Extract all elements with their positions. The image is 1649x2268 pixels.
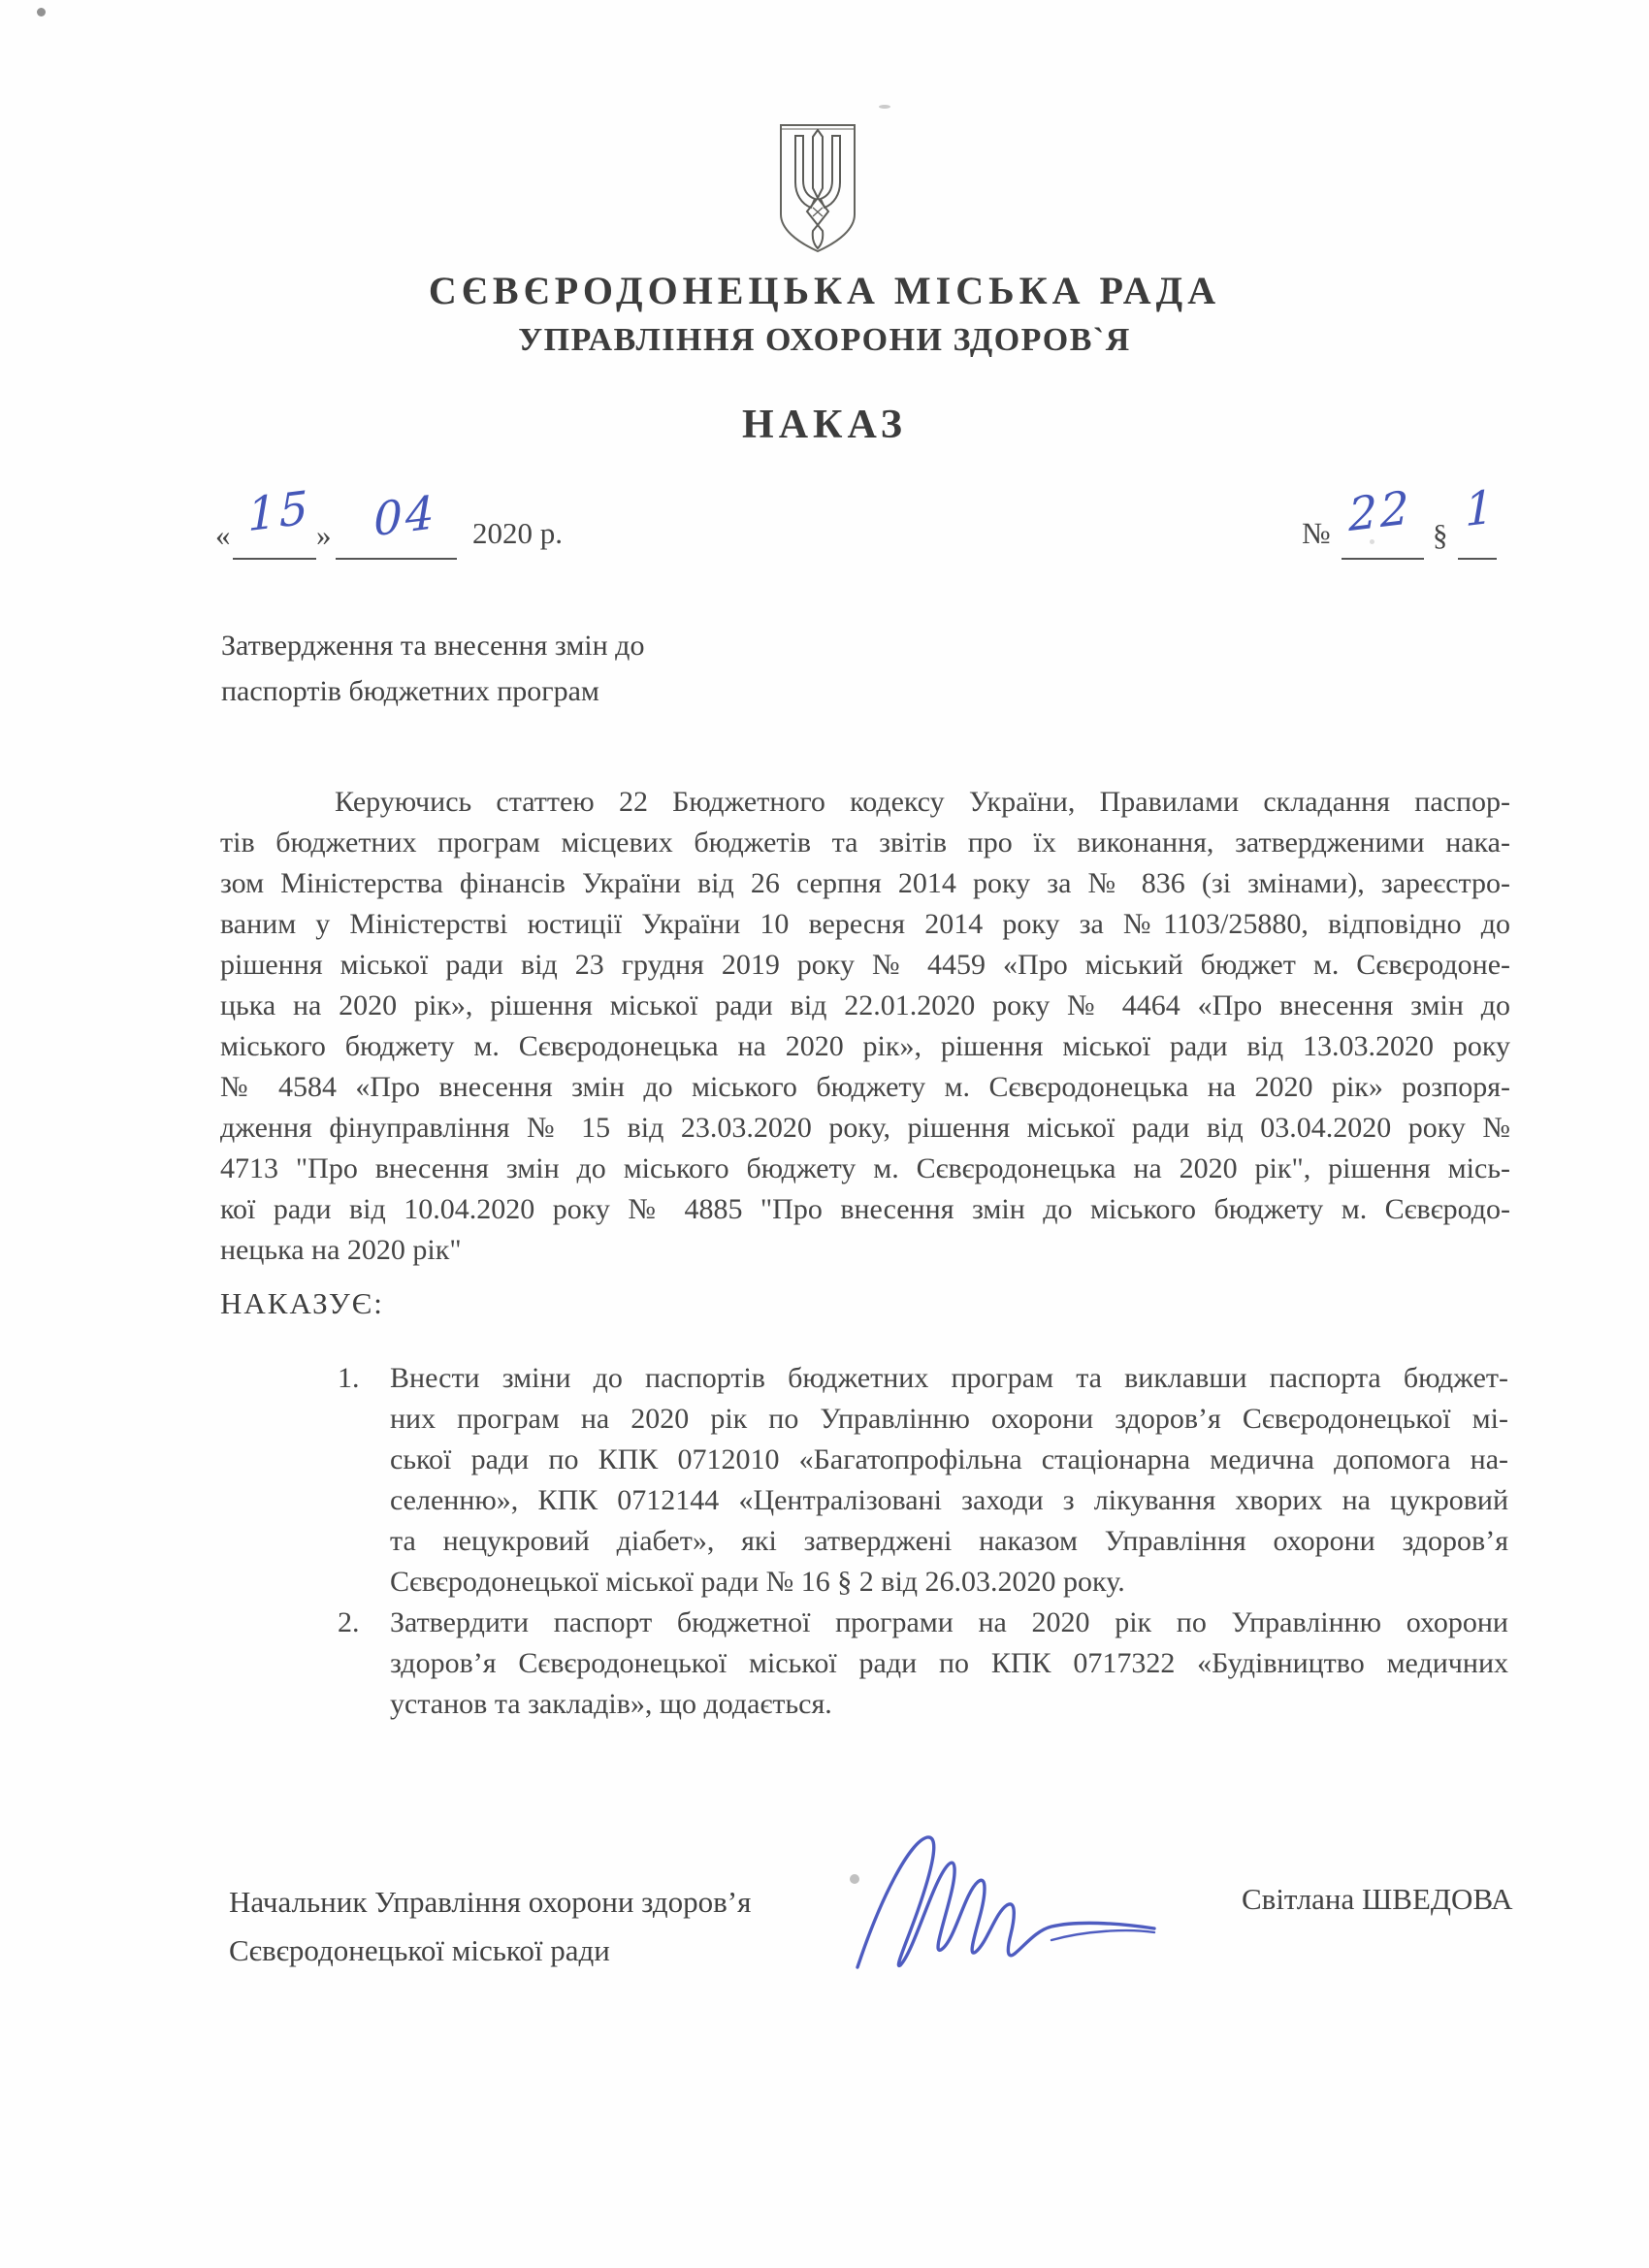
preamble-paragraph <box>220 782 1510 1271</box>
body-line: дження фінуправління № 15 від 23.03.2020 року, рішення міської ради від 03.04.2020 року № <box>220 1112 1510 1144</box>
order-item-1 <box>338 1358 1508 1603</box>
number-sign: № <box>1302 516 1331 550</box>
document-type-title: НАКАЗ <box>742 403 907 447</box>
day-blank-line <box>233 558 316 560</box>
item-line: ської ради по КПК 0712010 «Багатопрофільна стаціонарна медична допомога на- <box>390 1443 1508 1475</box>
body-line: рішення міської ради від 23 грудня 2019 року № 4459 «Про міський бюджет м. Сєвєродоне- <box>220 949 1510 981</box>
item-line: та нецукровий діабет», які затверджені наказом Управління охорони здоров’я <box>390 1525 1508 1557</box>
order-item-2 <box>338 1603 1508 1725</box>
scan-artifact <box>37 8 46 16</box>
scan-artifact <box>850 1874 859 1884</box>
subject-block <box>221 623 644 714</box>
number-blank-line <box>1342 558 1424 560</box>
body-line: нецька на 2020 рік" <box>220 1234 462 1266</box>
body-line: зом Міністерства фінансів України від 26 серпня 2014 року за № 836 (зі змінами), зареєстро- <box>220 867 1510 899</box>
item-line: установ та закладів», що додається. <box>390 1688 832 1720</box>
handwritten-number: 22 <box>1347 480 1413 543</box>
body-line: тів бюджетних програм місцевих бюджетів та звітів про їх виконання, затвердженими нака- <box>220 826 1510 859</box>
body-line: міського бюджету м. Сєвєродонецька на 2020 рік», рішення міської ради від 13.03.2020 року <box>220 1030 1510 1062</box>
date-open-quote: « <box>215 518 231 552</box>
date-close-quote: » <box>316 518 332 552</box>
signatory-position-line: Сєвєродонецької міської ради <box>229 1933 610 1967</box>
body-line: кої ради від 10.04.2020 року № 4885 "Про внесення змін до міського бюджету м. Сєвєродо- <box>220 1193 1510 1225</box>
item-number: 2. <box>338 1606 360 1638</box>
item-number: 1. <box>338 1362 360 1394</box>
signatory-position <box>229 1878 751 1975</box>
order-items-list <box>338 1358 1508 1725</box>
signatory-name: Світлана ШВЕДОВА <box>1242 1882 1513 1916</box>
body-line: 4713 "Про внесення змін до міського бюджету м. Сєвєродонецька на 2020 рік", рішення місь- <box>220 1152 1510 1184</box>
department-name: УПРАВЛІННЯ ОХОРОНИ ЗДОРОВ`Я <box>518 322 1131 358</box>
signatory-position-line: Начальник Управління охорони здоров’я <box>229 1885 752 1919</box>
paragraph-blank-line <box>1458 558 1497 560</box>
subject-line: Затвердження та внесення змін до <box>221 630 645 662</box>
item-line: здоров’я Сєвєродонецької міської ради по КПК 0717322 «Будівництво медичних <box>390 1647 1508 1679</box>
subject-line: паспортів бюджетних програм <box>221 675 599 707</box>
body-line: ваним у Міністерстві юстиції України 10 вересня 2014 року за №1103/25880, відповідно до <box>220 908 1510 940</box>
item-line: Внести зміни до паспортів бюджетних програм та виклавши паспорта бюджет- <box>390 1362 1508 1394</box>
scan-artifact <box>879 105 890 109</box>
ukraine-trident-emblem-icon <box>777 122 858 256</box>
handwritten-month: 04 <box>372 485 438 548</box>
item-line: Сєвєродонецької міської ради № 16 § 2 від 26.03.2020 року. <box>390 1566 1125 1598</box>
handwritten-paragraph-number: 1 <box>1464 479 1498 538</box>
handwritten-day: 15 <box>246 480 312 543</box>
body-line: цька на 2020 рік», рішення міської ради від 22.01.2020 року № 4464 «Про внесення змін до <box>220 989 1510 1021</box>
scan-artifact <box>1370 539 1374 544</box>
orders-label: НАКАЗУЄ: <box>220 1286 384 1320</box>
item-line: Затвердити паспорт бюджетної програми на 2020 рік по Управлінню охорони <box>390 1606 1508 1638</box>
org-name: СЄВЄРОДОНЕЦЬКА МІСЬКА РАДА <box>428 269 1221 312</box>
body-line: № 4584 «Про внесення змін до міського бюджету м. Сєвєродонецька на 2020 рік» розпоря- <box>220 1071 1510 1103</box>
body-line: Керуючись статтею 22 Бюджетного кодексу України, Правилами складання паспор- <box>335 786 1510 818</box>
section-sign: § <box>1433 518 1448 552</box>
month-blank-line <box>336 558 457 560</box>
item-line: них програм на 2020 рік по Управлінню охорони здоров’я Сєвєродонецької мі- <box>390 1403 1508 1435</box>
handwritten-signature <box>846 1822 1176 1987</box>
item-line: селенню», КПК 0712144 «Централізовані заходи з лікування хворих на цукровий <box>390 1484 1508 1516</box>
year-label: 2020 р. <box>472 516 563 550</box>
